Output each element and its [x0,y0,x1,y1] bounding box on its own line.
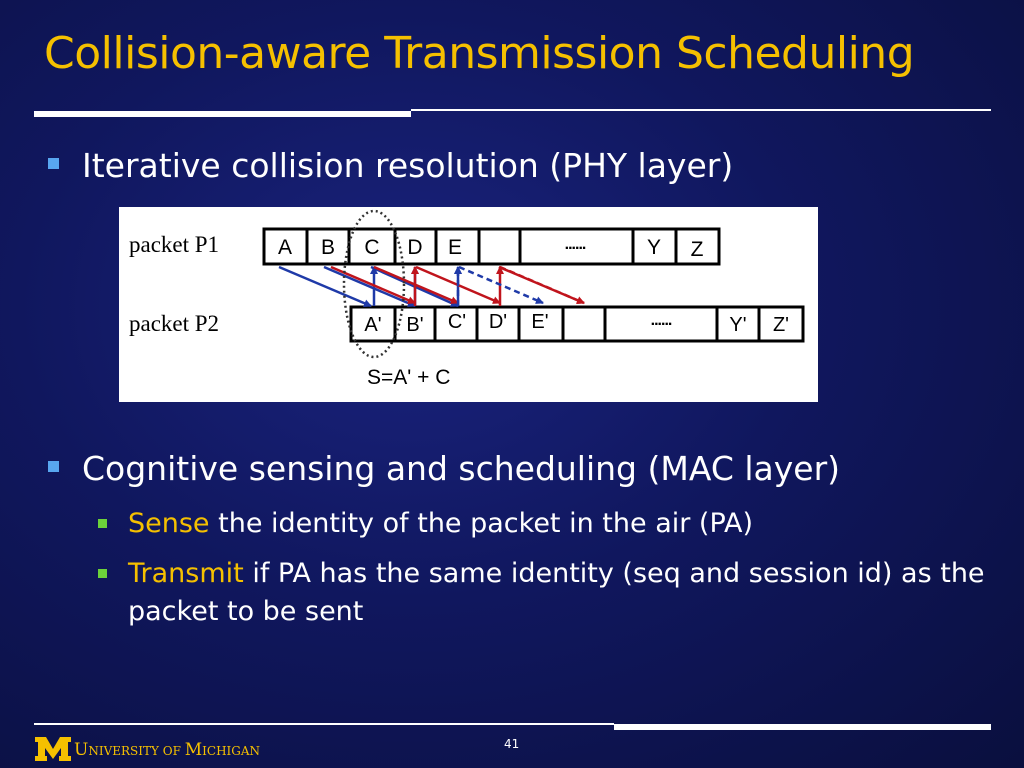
footer-rule-thick [614,724,991,730]
p2-cell: Y' [729,314,747,336]
p2-cell: D' [488,311,508,333]
p2-cell-ellipsis: ...... [650,312,672,329]
title-rule-thin [411,109,991,111]
p1-cell: A [277,236,293,259]
p2-cell: E' [531,311,549,333]
p2-label: packet P2 [129,311,220,336]
page-number: 41 [504,737,520,751]
bullet-text: Cognitive sensing and scheduling (MAC layer) [82,449,841,488]
p2-cell: B' [406,314,424,336]
title-rule-thick [34,111,411,117]
p1-cell-ellipsis: ...... [564,236,586,253]
bullet-marker [48,461,59,472]
p1-label: packet P1 [129,232,220,257]
collision-diagram [119,207,818,402]
sub-bullet-text [128,555,998,631]
p2-cell: C' [447,311,467,333]
sub-bullet-rest: the identity of the packet in the air (PA) [209,508,754,539]
p2-row [351,307,803,341]
university-wordmark: UNIVERSITY OF MICHIGAN [74,740,261,760]
sub-bullet-marker [98,519,107,528]
p1-cell: Z [690,238,704,261]
university-logo [34,734,72,764]
collision-diagram-svg [119,207,818,402]
highlight-term: Transmit [128,558,244,589]
slide-title: Collision-aware Transmission Scheduling [44,28,915,79]
sub-bullet-marker [98,569,107,578]
sub-bullet-rest: if PA has the same identity (seq and session id) as the packet to be sent [128,558,985,627]
footer-rule-thin [34,723,614,725]
p2-cell: A' [364,314,382,336]
p1-row [264,229,719,264]
p1-cell: Y [646,236,662,259]
bullet-text: Iterative collision resolution (PHY layer) [82,146,734,185]
highlight-term: Sense [128,508,210,539]
dashed-arrows [458,267,584,306]
p2-cell: Z' [772,314,790,336]
p1-cell: D [407,236,423,259]
p1-cell: C [364,236,380,259]
sub-bullet-text [128,505,998,543]
bullet-marker [48,158,59,169]
figure-caption: S=A' + C [367,366,451,389]
p1-cell: E [447,236,463,259]
p1-cell: B [320,236,336,259]
